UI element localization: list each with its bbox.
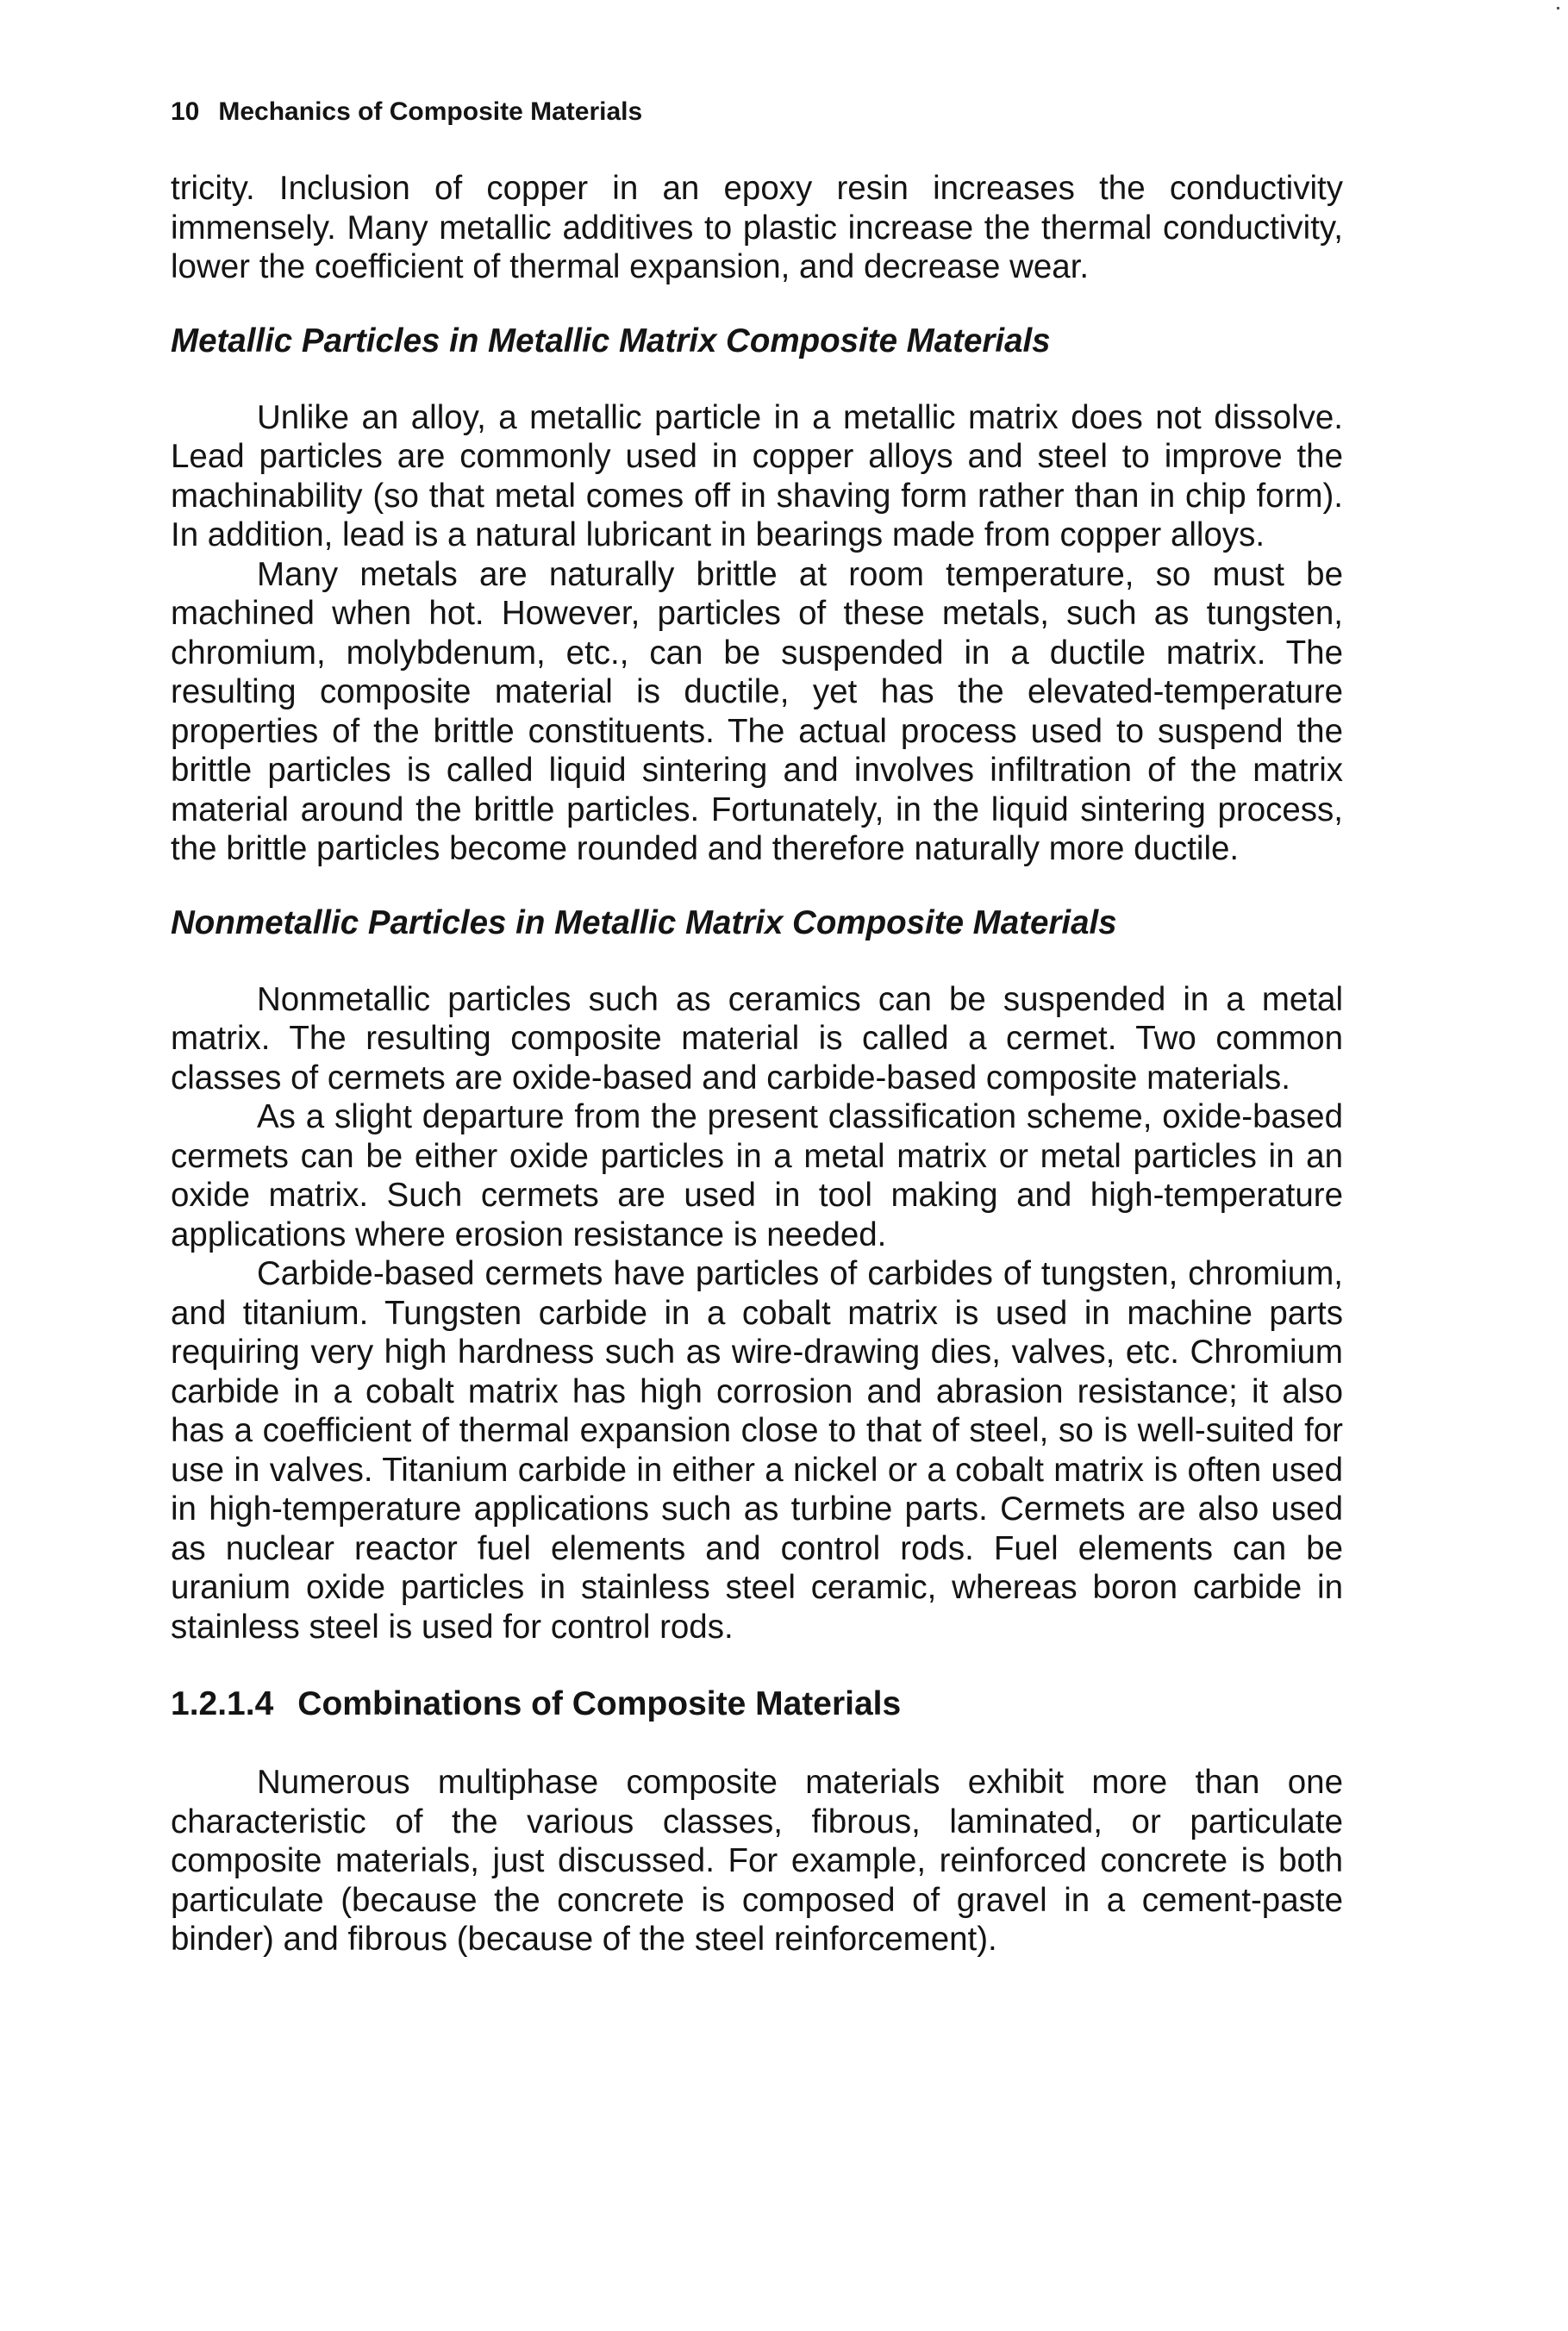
paragraph-multiphase-composites: Numerous multiphase composite materials exhibit more than one characteristic of the various classes, fibrous, laminated, or particulate composite materials, just discussed. For example, reinforced concrete is both particulate (because the concrete is composed of gravel in a cement-paste binder) and fibrous (because of the steel reinforcement). [171, 1764, 1343, 1958]
scan-edge-mark [1557, 7, 1559, 9]
heading-combinations-of-composites [171, 1684, 1343, 1723]
heading-metallic-particles-metallic-matrix: Metallic Particles in Metallic Matrix Composite Materials [171, 322, 1051, 359]
book-page [171, 95, 1343, 1959]
page-number: 10 [171, 97, 200, 126]
paragraph-oxide-based-cermets: As a slight departure from the present classification scheme, oxide-based cermets can be either oxide particles in a metal matrix or metal particles in an oxide matrix. Such cermets are used in tool making and high-temperature applications where erosion resistance is needed. [171, 1098, 1343, 1253]
paragraph-brittle-metals: Many metals are naturally brittle at room temperature, so must be machined when hot. However, particles of these metals, such as tungsten, chromium, molybdenum, etc., can be suspended in a ductile matrix. The resulting composite material is ductile, yet has the elevated-temperature properties of the brittle constituents. The actual process used to suspend the brittle particles is called liquid sintering and involves infiltration of the matrix material around the brittle particles. Fortunately, in the liquid sintering process, the brittle particles become rounded and therefore naturally more ductile. [171, 555, 1343, 867]
paragraph-lead-particles: Unlike an alloy, a metallic particle in a metallic matrix does not dissolve. Lead particles are commonly used in copper alloys and steel to improve the machinability (so that metal comes off in shaving form rather than in chip form). In addition, lead is a natural lubricant in bearings made from copper alloys. [171, 398, 1343, 553]
running-title: Mechanics of Composite Materials [218, 97, 643, 126]
paragraph-cermets-intro: Nonmetallic particles such as ceramics can be suspended in a metal matrix. The resulting composite material is called a cermet. Two common classes of cermets are oxide-based and carbide-based composite materials. [171, 980, 1343, 1097]
section-number: 1.2.1.4 [171, 1685, 274, 1722]
continued-paragraph: tricity. Inclusion of copper in an epoxy resin increases the conductivity immensely. Many metallic additives to plastic increase the thermal conductivity, lower the coefficient of thermal expansion, and decrease wear. [171, 170, 1343, 285]
heading-nonmetallic-particles-metallic-matrix: Nonmetallic Particles in Metallic Matrix Composite Materials [171, 903, 1117, 941]
paragraph-carbide-based-cermets: Carbide-based cermets have particles of carbides of tungsten, chromium, and titanium. Tungsten carbide in a cobalt matrix is used in machine parts requiring very high hardness such as wire-drawing dies, valves, etc. Chromium carbide in a cobalt matrix has high corrosion and abrasion resistance; it also has a coefficient of thermal expansion close to that of steel, so is well-suited for use in valves. Titanium carbide in either a nickel or a cobalt matrix is often used in high-temperature applications such as turbine parts. Cermets are also used as nuclear reactor fuel elements and control rods. Fuel elements can be uranium oxide particles in stainless steel ceramic, whereas boron carbide in stainless steel is used for control rods. [171, 1255, 1343, 1646]
running-header [171, 95, 1343, 129]
section-title: Combinations of Composite Materials [297, 1685, 902, 1722]
